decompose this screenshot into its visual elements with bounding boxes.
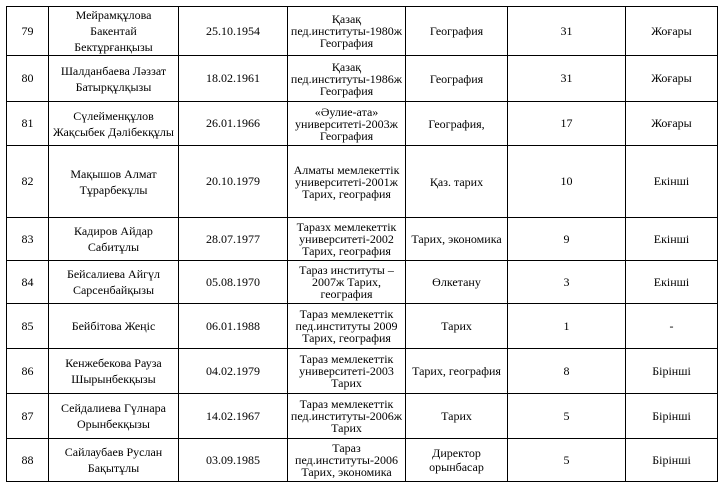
table-row bbox=[7, 56, 718, 102]
row-number: 80 bbox=[7, 56, 49, 102]
specialty: География bbox=[406, 56, 508, 102]
education: Қазақ пед.институты-1980ж География bbox=[288, 7, 406, 56]
teacher-name: Мейрамқұлова Бакентай Бектұрғанқызы bbox=[49, 7, 179, 56]
specialty: Қаз. тарих bbox=[406, 146, 508, 218]
teacher-name: Мақышов Алмат Тұрарбекұлы bbox=[49, 146, 179, 218]
category: Екінші bbox=[626, 261, 718, 304]
specialty: Тарих, география bbox=[406, 349, 508, 394]
teacher-name: Сайлаубаев Руслан Бақытұлы bbox=[49, 439, 179, 482]
row-number: 83 bbox=[7, 218, 49, 261]
experience-years: 9 bbox=[508, 218, 626, 261]
row-number: 79 bbox=[7, 7, 49, 56]
row-number: 87 bbox=[7, 394, 49, 439]
teacher-name: Бейбітова Жеңіс bbox=[49, 304, 179, 349]
category: Жоғары bbox=[626, 56, 718, 102]
category: Жоғары bbox=[626, 7, 718, 56]
table-row bbox=[7, 394, 718, 439]
birth-date: 05.08.1970 bbox=[179, 261, 288, 304]
education: Алматы мемлекеттік университеті-2001ж Тарих, география bbox=[288, 146, 406, 218]
table-row bbox=[7, 261, 718, 304]
category: Жоғары bbox=[626, 102, 718, 146]
education: Қазақ пед.институты-1986ж География bbox=[288, 56, 406, 102]
staff-table bbox=[6, 6, 718, 482]
experience-years: 8 bbox=[508, 349, 626, 394]
experience-years: 5 bbox=[508, 394, 626, 439]
education: Тараз мемлекеттік университеті-2003 Тарих bbox=[288, 349, 406, 394]
teacher-name: Бейсалиева Айгүл Сарсенбайқызы bbox=[49, 261, 179, 304]
category: Бірінші bbox=[626, 349, 718, 394]
category: Бірінші bbox=[626, 394, 718, 439]
row-number: 88 bbox=[7, 439, 49, 482]
table-row bbox=[7, 7, 718, 56]
education: Тараз мемлекеттік пед.институты 2009 Тарих, география bbox=[288, 304, 406, 349]
row-number: 86 bbox=[7, 349, 49, 394]
row-number: 84 bbox=[7, 261, 49, 304]
category: Бірінші bbox=[626, 439, 718, 482]
teacher-name: Сүлейменқұлов Жақсыбек Дәлібекқұлы bbox=[49, 102, 179, 146]
education: Тараз институты – 2007ж Тарих, география bbox=[288, 261, 406, 304]
experience-years: 31 bbox=[508, 7, 626, 56]
experience-years: 3 bbox=[508, 261, 626, 304]
birth-date: 25.10.1954 bbox=[179, 7, 288, 56]
birth-date: 26.01.1966 bbox=[179, 102, 288, 146]
experience-years: 1 bbox=[508, 304, 626, 349]
table-row bbox=[7, 146, 718, 218]
teacher-name: Шалданбаева Ләззат Батырқұлқызы bbox=[49, 56, 179, 102]
table-row bbox=[7, 304, 718, 349]
teacher-name: Сейдалиева Гүлнара Орынбекқызы bbox=[49, 394, 179, 439]
row-number: 85 bbox=[7, 304, 49, 349]
specialty: Директор орынбасар bbox=[406, 439, 508, 482]
row-number: 82 bbox=[7, 146, 49, 218]
category: Екінші bbox=[626, 146, 718, 218]
experience-years: 10 bbox=[508, 146, 626, 218]
table-row bbox=[7, 102, 718, 146]
category: Екінші bbox=[626, 218, 718, 261]
teacher-name: Кенжебекова Рауза Шырынбекқызы bbox=[49, 349, 179, 394]
education: Тараз мемлекеттік пед.институты-2006ж Тарих bbox=[288, 394, 406, 439]
specialty: Тарих, экономика bbox=[406, 218, 508, 261]
table-row bbox=[7, 439, 718, 482]
specialty: География, bbox=[406, 102, 508, 146]
education: «Әулие-ата» университеті-2003ж География bbox=[288, 102, 406, 146]
birth-date: 18.02.1961 bbox=[179, 56, 288, 102]
birth-date: 04.02.1979 bbox=[179, 349, 288, 394]
birth-date: 14.02.1967 bbox=[179, 394, 288, 439]
table-row bbox=[7, 218, 718, 261]
birth-date: 20.10.1979 bbox=[179, 146, 288, 218]
birth-date: 06.01.1988 bbox=[179, 304, 288, 349]
table-row bbox=[7, 349, 718, 394]
education: Тараз пед.институты-2006 Тарих, экономика bbox=[288, 439, 406, 482]
specialty: Өлкетану bbox=[406, 261, 508, 304]
teacher-name: Кадиров Айдар Сабитұлы bbox=[49, 218, 179, 261]
education: Таразх мемлекеттік университеті-2002 Тарих, география bbox=[288, 218, 406, 261]
experience-years: 17 bbox=[508, 102, 626, 146]
experience-years: 5 bbox=[508, 439, 626, 482]
specialty: География bbox=[406, 7, 508, 56]
experience-years: 31 bbox=[508, 56, 626, 102]
specialty: Тарих bbox=[406, 304, 508, 349]
birth-date: 28.07.1977 bbox=[179, 218, 288, 261]
row-number: 81 bbox=[7, 102, 49, 146]
birth-date: 03.09.1985 bbox=[179, 439, 288, 482]
specialty: Тарих bbox=[406, 394, 508, 439]
category: - bbox=[626, 304, 718, 349]
